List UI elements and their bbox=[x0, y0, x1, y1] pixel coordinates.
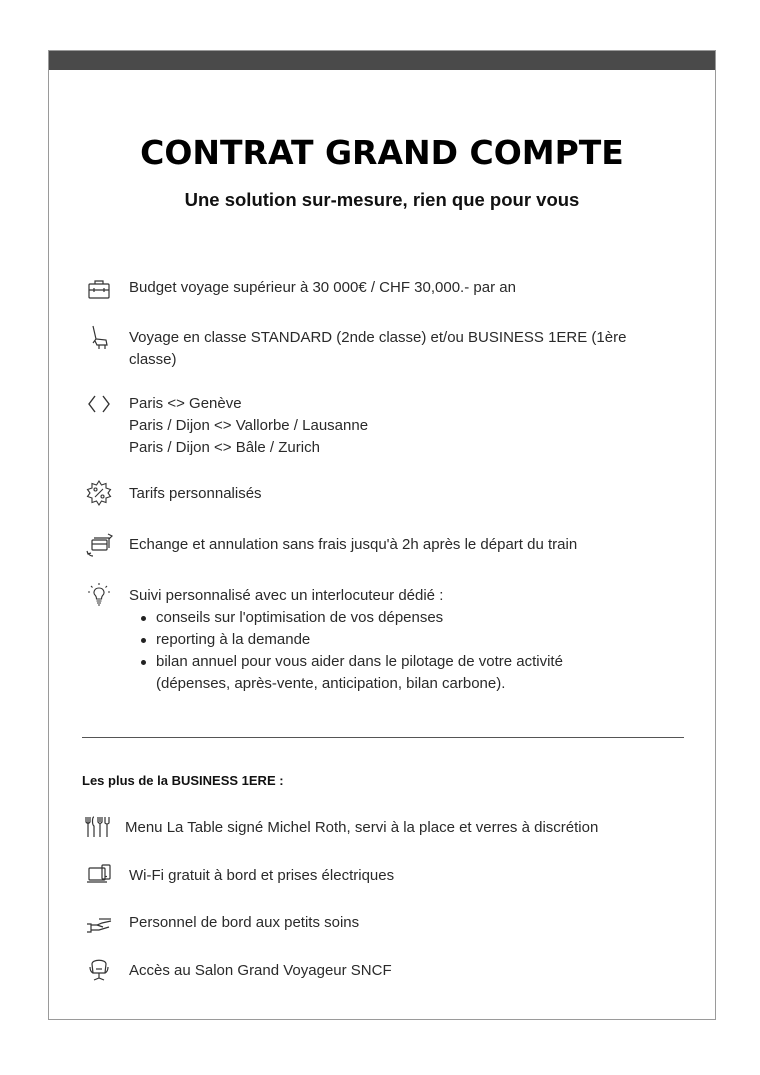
follow-up-list bbox=[129, 607, 689, 695]
section-divider bbox=[82, 737, 684, 738]
feature-text: Echange et annulation sans frais jusqu'à 2h après le départ du train bbox=[129, 536, 578, 553]
discount-badge-icon bbox=[85, 479, 113, 507]
ticket-exchange-icon bbox=[85, 531, 113, 559]
laptop-phone-icon bbox=[85, 861, 113, 889]
business-item-text: Accès au Salon Grand Voyageur SNCF bbox=[129, 962, 392, 979]
top-bar bbox=[49, 51, 715, 70]
list-item: conseils sur l'optimisation de vos dépenses bbox=[156, 607, 689, 629]
cutlery-icon bbox=[83, 813, 111, 841]
feature-text: Suivi personnalisé avec un interlocuteur dédié : conseils sur l'optimisation de vos dépenses reporting à la demande bilan annuel pour vous aider dans le pilotage de votre activité (dépenses, après-vente, anticipation, bilan carbone). bbox=[129, 585, 689, 695]
business-item-text: Personnel de bord aux petits soins bbox=[129, 914, 360, 931]
contract-card bbox=[48, 50, 716, 1020]
seat-icon bbox=[85, 323, 113, 351]
list-item-continuation: (dépenses, après-vente, anticipation, bilan carbone). bbox=[156, 675, 506, 692]
serving-hand-icon bbox=[85, 910, 113, 938]
page-title: CONTRAT GRAND COMPTE bbox=[140, 133, 624, 172]
lounge-chair-icon bbox=[85, 956, 113, 984]
list-item: reporting à la demande bbox=[156, 629, 689, 651]
feature-text: Voyage en classe STANDARD (2nde classe) et/ou BUSINESS 1ERE (1ère classe) bbox=[129, 329, 627, 368]
lightbulb-icon bbox=[85, 581, 113, 609]
feature-text: Tarifs personnalisés bbox=[129, 485, 262, 502]
page-subtitle: Une solution sur-mesure, rien que pour vous bbox=[184, 189, 580, 210]
business-item-text: Menu La Table signé Michel Roth, servi à la place et verres à discrétion bbox=[125, 819, 599, 836]
business-item-text: Wi-Fi gratuit à bord et prises électriques bbox=[129, 867, 395, 884]
route-arrows-icon bbox=[85, 391, 113, 419]
briefcase-icon bbox=[85, 276, 113, 304]
feature-text: Paris <> Genève Paris / Dijon <> Vallorbe / Lausanne Paris / Dijon <> Bâle / Zurich bbox=[129, 395, 369, 456]
list-item: bilan annuel pour vous aider dans le pilotage de votre activité bbox=[156, 651, 689, 673]
feature-text: Budget voyage supérieur à 30 000€ / CHF 30,000.- par an bbox=[129, 279, 516, 296]
business-section-title: Les plus de la BUSINESS 1ERE : bbox=[82, 773, 284, 788]
